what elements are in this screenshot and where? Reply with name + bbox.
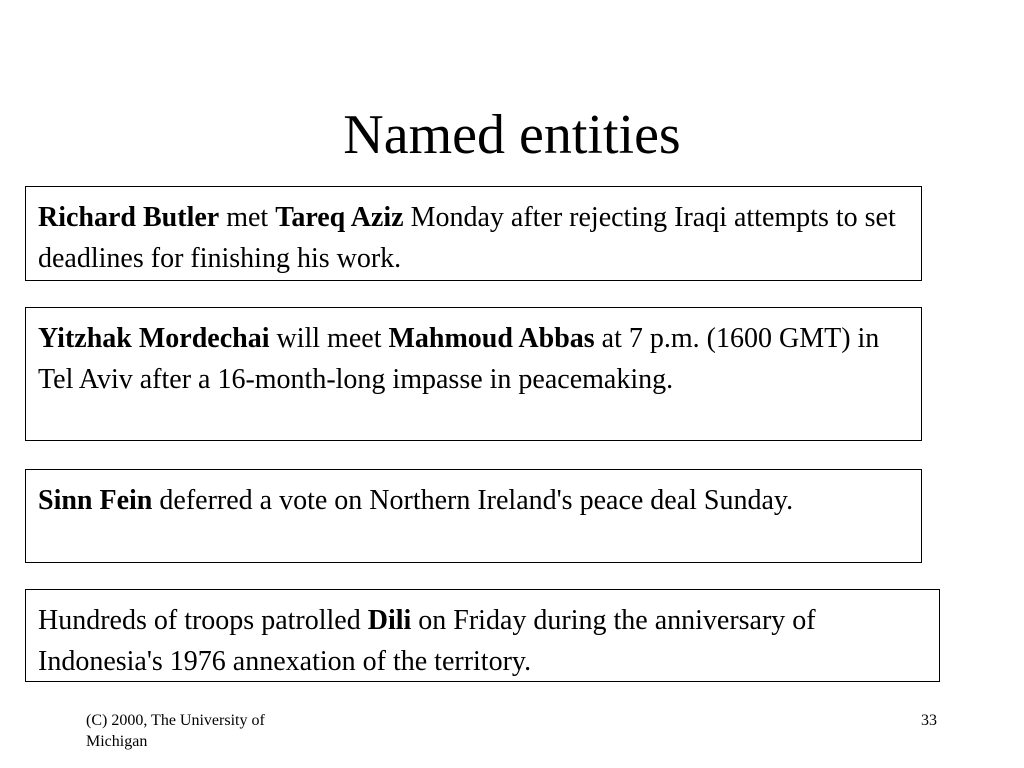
entity-person: Yitzhak Mordechai [38,323,270,354]
example-text [38,480,909,521]
example-text [38,197,909,279]
plain-text: Monday after rejecting Iraqi attempts to set deadlines for finishing his work. [38,202,896,274]
plain-text: on Friday during the anniversary of Indonesia's 1976 annexation of the territory. [38,605,816,677]
slide-title: Named entities [343,104,681,166]
example-box-2 [25,307,922,441]
entity-person: Mahmoud Abbas [388,323,595,354]
entity-organization: Sinn Fein [38,485,153,516]
entity-person: Richard Butler [38,202,220,233]
example-box-3 [25,469,922,563]
entity-person: Tareq Aziz [275,202,404,233]
plain-text: met [219,202,276,233]
plain-text: at 7 p.m. (1600 GMT) in Tel Aviv after a 16-month-long impasse in peacemaking. [38,323,880,395]
page-number: 33 [921,712,937,729]
entity-location: Dili [367,605,412,636]
example-text [38,600,927,682]
plain-text: deferred a vote on Northern Ireland's peace deal Sunday. [152,485,794,516]
example-text [38,318,909,400]
plain-text: will meet [269,323,389,354]
example-box-4 [25,589,940,682]
example-box-1 [25,186,922,281]
footer-copyright: (C) 2000, The University of Michigan [86,712,265,750]
plain-text: Hundreds of troops patrolled [38,605,368,636]
